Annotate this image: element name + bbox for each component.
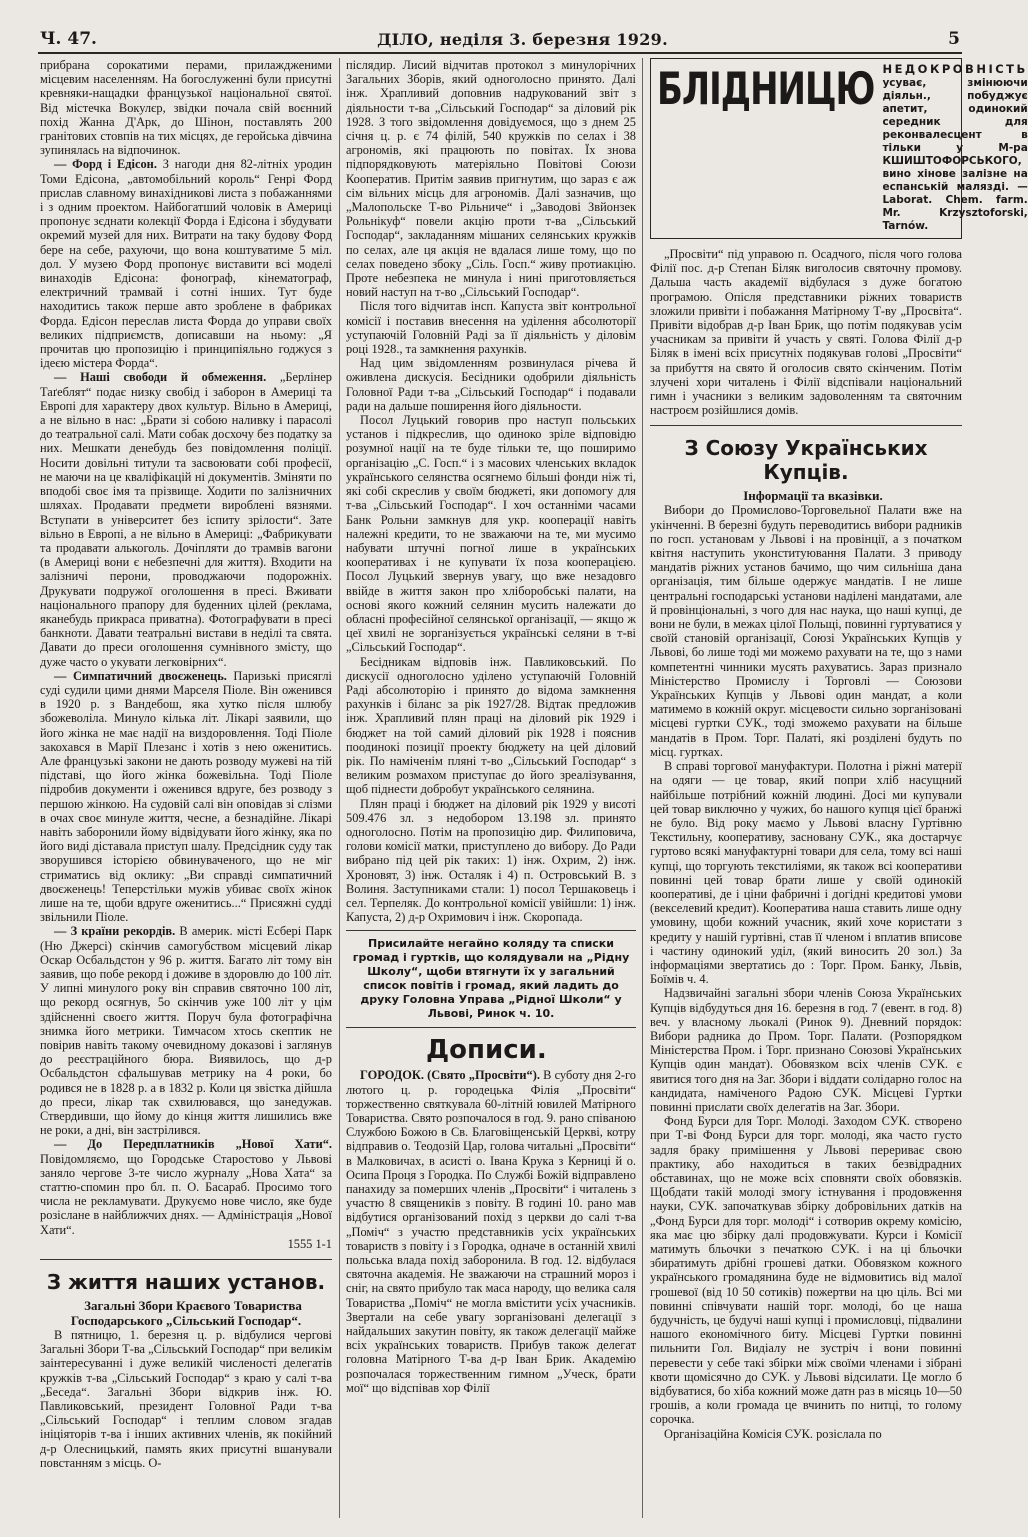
article-paragraph: Вибори до Промислово-Торговельної Палати вже на укінченні. В березні будуть переводитись вибори радників по госп. установам у Львові і на провінції, а з початком квітня наступить уконституювання Палати. З приводу мандатів ріжних установ бачимо, що чим сильніша дана організація, тим більше одержує мандатів. І не лише центральні господарські установи наділені мандатами, але й провінціональні, з чого для нас наука, що наші купці, де вони не були, в межах цілої Польщі, повинні гуртуватися у своїй становій організації, Союзі Українських Купців у Львові, бо лише тоді ми можемо рахувати на те, що з нами компетентні чинники мусять рахуватись. Зараз признало Міністерство Промислу і Торговлі — Союзови Українських Купців у Львові один мандат, а коли матимемо в кожній округ. місцевости сильно зорганізовані місцеві гуртки СУК., тоді зможемо рахувати на більше мандатів в Пром. Торг. Палаті, які розділені будуть по місц. гуртках. — [650, 503, 962, 759]
article-paragraph: прибрана сорокатими перами, прилаждженими місцевим населенням. На богослуженні були присутні кревняки-нащадки французької національної святої. Від містечка Вокулєр, звідки почала свій воєнний похід Жанна Д'Арк, до Шінон, поставлять 200 гранітових стовпів на тих місцях, де геройська дівчина зупинялась на відпочинок. — [40, 58, 332, 158]
article-title: ГОРОДОК. (Свято „Просвіти“). — [360, 1068, 540, 1083]
article-text: „Берлінер Таґеблят“ подає низку свобід і заборон в Америці та Европі для характеру двох культур. Вільно в Америці, а не вільно в нас: „Брати зі собою наливку і парасолі до театральної салі. Мати собак досхочу без податку за них. Мешкати денебудь без повідомлення поліції. Носити довільні титули та засвоювати собі професії, не маючи на це кваліфікацій ні документів. Зміняти по вподобі своє імя та прізвище. Ходити по залізничних шляхах. Продавати предмети вироблені вязнями. Вступати в університет без іспиту зрілости“. Зате вільно в Европі, а не вільно в Америці: „Фабрикувати та продавати алькоголь. Дочіпляти до трамвів вагони (в Америці вони є небезпечні для життя). Входити на залізничі перони, проводжаючи подорожніх. Друкувати подружої оголошення в пресі. Вживати національного прапору для буденних цілей (реклама, яканебудь прикраса приватна). Фотографувати в пресі банкноти. Давати театральні вистави в неділі та свята. Давати до преси оголошення сумнівного змісту, що дуже часто о укувати легковірних“. — [40, 370, 332, 669]
page-number: 5 — [948, 29, 960, 49]
article-paragraph: Надзвичайні загальні збори членів Союза Українських Купців відбудуться дня 16. березня в год. 7 (евент. в год. 8) веч. у власному льокалі (Ринок 9). Дневний порядок: Вибори радника до Пром. Торг. Палати. (Розпорядком Міністерства Пром. і Торг. признано Союзові Українських Купців один мандат). Обовязком всіх членів СУК. є явитися того дня на Заг. Збори і віддати солідарно голос на кандидата, наміченого Радою СУК. Місцеві Гуртки повинні прислати своїх делегатів на Заг. Збори. — [650, 986, 962, 1114]
column-1 — [40, 58, 332, 1520]
article-text: Паризькі присяглі суді судили цими днями Марселя Піоле. Він оженився в 1920 р. з Вандебош, яка хутко після шлюбу збожеволіла. Минуло кілька літ. Лікарі заявили, що його жінка не має надії на виздоровлення. Тоді Піоле закохався в Марії Плезанс і хотів з нею оженитись. Але французькі закони не дають розводу мужеві на тій підставі, що його жінка божевільна. Тоді Піоле підробив документи і оженився вдруге, без розводу з першою жінкою. На судовій салі він оповідав зі слізми в очах своє минуле життя, чесне, а безнадійне. Лікарі навіть заборонили йому відвідувати його жінку, яка по його виді діставала приступ шалу. Предсідник суду так зворушився історією обвинуваченого, що не міг стриматись від оклику: „Ви справді симпатичний двоєженець! Теперстільки мужів убиває своїх жінок лише на те, щоби вдруге оженитись...“ Присяжні судді звільнили Піоле. — [40, 668, 332, 925]
article-paragraph: Бесідникам відповів інж. Павликовський. По дискусії одноголосно уділено уступаючій Головній Раді абсолюторію і принято до відома замкнення рахунків і біланс за рік 1927/28. Відтак предложив інж. Храпливий плян праці на діловий рік 1929 і бюджет на той самий діловий рік 1928 і пояснив поодинокі позиції проекту бюджету на цей діловий рік. По наміченім пляні т-во „Сільський Господар“ з великим розмахом приступає до його зреалізування, щоб піднести добробут українського селянина. — [346, 654, 636, 797]
column-divider — [339, 58, 340, 1518]
ad-wordmark: БЛІДНИЦЮ — [657, 63, 875, 116]
article-title: — До Передплатників „Нової Хати“. — [54, 1137, 332, 1152]
article-paragraph — [40, 157, 332, 370]
article-title: — Форд і Едісон. — [54, 157, 157, 172]
masthead: ДІЛО, неділя 3. березня 1929. — [377, 29, 668, 49]
article-text: Повідомляємо, що Городське Старостово у Львові заняло чергове 3-те число журналу „Нова Хата“ за статтю-спомин про бл. п. О. Басараб. Просимо того числа не рекламувати. Друкуємо нове число, яке буде розіслане в найближчих днях. — Адміністрація „Нової Хати“. — [40, 1151, 332, 1237]
article-text: В америк. місті Есбері Парк (Ню Джерсі) скінчив самогубством місцевий лікар Оскар Осбальдстон у 96 р. життя. Багато літ тому він заявив, що побе рекорд і доживе в здоровлю до 100 літ. У липні минулого року він справив святочно 100 літ, що рекорд осягнув, 5о скінчив уже 100 літ у цім здійсненні своєго життя. Поруч була фотографічна знимка його метрики. Тимчасом хтось скептик не повірив навіть такому очевидному доказові і заглянув до реєстраційного бюра. Виявилось, що д-р Осбальдстон сфальшував метрику на 4 роки, бо родився не в 1828 р. а в 1832 р. Коли ця звістка дійшла до преси, лікар так схвилювався, що занедужав. Ствердивши, що йому до кінця життя лишились вже не роки, а дні, він застрілився. — [40, 924, 332, 1138]
ad-body — [882, 63, 1027, 233]
article-paragraph — [40, 1137, 332, 1236]
column-divider — [642, 58, 643, 1518]
article-paragraph: Організаційна Комісія СУК. розіслала по — [664, 1426, 882, 1441]
column-2 — [346, 58, 636, 1520]
ad-text: усуває, змінюючи діяльн., побуджує апетит, одинокий середник для реконвалесцент в тільки у М-ра КШИШТОФОРСЬКОГО, вино хінове залізне на еспанській малязді. — Laborat. Chem. farm. Mr. Krzysztoforski, Tarnów. — [882, 77, 1028, 232]
article-paragraph: В пятницю, 1. березня ц. р. відбулися чергові Загальні Збори Т-ва „Сільський Господар“ при великім заінтересуванні і дуже великій численості делегатів кружків т-ва „Сільський Господар“ з краю у салі т-ва „Беседа“. Загальні Збори відкрив інж. Ю. Павликовський, президент Головної Ради т-ва „Сільський Господар“ і теплим словом згадав ініціяторів т-ва і інших активних членів, як покійний д-р Олесницький, память яких присутні вшанували повстанням з місць. О- — [40, 1328, 332, 1470]
article-paragraph — [346, 1068, 636, 1395]
article-paragraph: „Просвіти“ під управою п. Осадчого, після чого голова Філії пос. д-р Степан Біляк виголосив святочну промову. Дальша часть академії відбулася з дуже богатою програмою. Опісля представники ріжних товариств зложили привіти і побажання Матірному Т-ву „Просвіта“. Привіти відобрав д-р Іван Брик, що потім подякував усім учасникам за привіти й участь у святі. Голова Філії д-р Біляк в імені всіх присутніх подякував голові „Просвіти“ за прибуття на свято й оголосив свято скінченим. Потім злучені хори читалень і Філії відспівали національний гимн і учасники з великим задоволенням та святочним настроєм розійшлися домів. — [650, 247, 962, 418]
section-headline: З Союзу Українських Купців. — [684, 436, 928, 485]
section-subhead: Інформації та вказівки. — [743, 488, 883, 504]
article-title: — Симпатичний двоєженець. — [54, 668, 227, 683]
article-paragraph: В справі торгової мануфактури. Полотна і ріжні матерії на одяги — це товар, який попри хліб насущний найбільше потрібний кожній людині. Досі ми купували цей товар виключно у чужих, бо нашого купця цієї бранжі не було. Від року маємо у Львові власну Гуртівню Текстильну, кооперативу, засновану СУК., яка достарчує гуртово всякі мануфактурні товари для села, тому всі наші купці, що торгують текстиліями, як також всі кооперативи повинні цей товар брати лише у своїй одинокій кооперативі, де і ціни фабричні і догідні кредитові умови (векселевий кредит). Кооператива наша ставить лише одну умовину, щоби кожний учасник, який хоче користати з кредиту у нашій гуртівні, став її членом і вплатив вписове і частину одинокий уділ, (який виносить 20 зол.) За інформаціями звертатись до : Торг. Пром. Банку, Львів, Боїмів ч. 4. — [650, 759, 962, 987]
article-text: З нагоди дня 82-літніх уродин Томи Едісона, „автомобільний король“ Генрі Форд прислав славному винахідникові листа з побажаннями і з одним проектом. Найбогатший чоловік в Америці пропонує зєднати колекції Форда і Едісона і збудувати окремий музей для них. Витрати на таку будову Форд бере на себе, рахуючи, що вона коштуватиме 5 міл. дол. У музею Форд пропонує виставити всі моделі винаходів Едісона: фонограф, кінематограф, електричний трамвай і сотні інших. Тут буде находитись також перше авто зроблене в фабриках Форда. Едісон переслав листа Форда до управи своїх великих підприємств, дописавши на ньому: „Я прочитав цю пропозицію і принципіяльно годжуся з ідеєю містера Форда“. — [40, 157, 333, 371]
section-headline: Дописи. — [426, 1035, 547, 1066]
ad-headline: НЕДОКРОВНІСТЬ — [882, 62, 1028, 76]
page-header — [40, 28, 960, 50]
article-text: В суботу дня 2-го лютого ц. р. городецька Філія „Просвіти“ торжественно святкувала 60-літній ювилей Матірного Товариства. Свято розпочалося в год. 9. рано співаною Службою Божою в Св. Благовіщенській Церкві, котру відправив о. Теодозій Цар, голова читальні „Просвіти“ в Малковичах, в асисті о. Івана Крука з Керниці й о. Осипа Проця з Городка. По Службі Божій відправлено панахиду за померших членів „Просвіти“ і читалень з участю 8 священиків з повіту. В годині 10. рано мав відбутися організований похід з церкви до салі т-ва „Поміч“ з участю представників усіх українських товариств з повіту і з Городка, одначе в останній хвилі польська влада похід заборонила. В год. 12. відбулася святочна академія. Не зважаючи на страшний мороз і сніг, на свято прибуло так маса народу, що велика саля Товариства „Поміч“ не могла вмістити усіх учасників. Звертали на себе увагу зорганізовані делегації з найдальших закутин повіту, як також делегації майже всіх українських товариств. Прибув також делегат головна Матірного Т-ва д-р Іван Брик. Академію розпочалася торжественним гимном „Уческ, брати мої“ що відспівав хор Філії — [346, 1068, 636, 1395]
section-subhead: Загальні Збори Краєвого Товариства Господарського „Сільський Господар“. — [70, 1298, 302, 1329]
header-rule — [38, 52, 962, 54]
article-paragraph: Посол Луцький говорив про наступ польських установ і підкреслив, що одиноко зріле відповідю розумної нації на те буде тільки те, що поширимо організацію „С. Госп.“ і з масових членських вкладок українського селянства осягнемо більші фонди ніж ті, які собі скреслив у своїм бюджеті, яки допомогу для т-ва „Сільський Господар“. І хоч останніми часами Банк Рольни замкнув для укр. кооперації навіть належні кредити, то не зважаючи на те, ми мусимо набувати штучні погної лише в українських кооперативах і не купувати їх поза кооперацією. Посол Луцький звернув увагу, що вже незадовго ввійде в життя закон про хліборобські палати, на основі якого кожний селянин мусить належати до обласні професійної селянської організації, — якщо ж цеї хвилі не зорганізується українські селяни в т-ві „Сільський Господар“. — [346, 413, 636, 655]
advertisement — [650, 58, 1028, 239]
article-paragraph — [40, 924, 332, 1137]
section-rule — [40, 1259, 332, 1260]
article-paragraph: Фонд Бурси для Торг. Молоді. Заходом СУК. створено при Т-ві Фонд Бурси для торг. молоді, яка часто густо задля браку примішення у Львові перериває свою практику, або находиться в таких безвідрадних обставинах, що не може всіх сповняти своїх обовязків. Щобдати такій молоді змогу істнування і продовження науки, СУК. започаткував збірку добровільних датків на „Фонд Бурси для торг. молоді“ і сотворив окрему комісію, яка має цю збірку далі продовжувати. Курси і Комісії матимуть бльочки з печаткою СУК. і на ці бльочки збиратимуть дрібні грошеві датки. Обовязком кожного українського громадянина буде не відмовитись від малої грошевої (від 10 50 сотиків) пожертви на цю ціль. Всі ми повинні співчувати нашій торг. молоді, бо це наша будучність, це будучі наші купці і промисловці, підвалини нашого економічного биту. Місцеві Гуртки повинні пильнити Гол. Видіалу не зустріч і вони повинні перевести у себе такі збірки між своїми членами і зібрані квоти щомісячно до СУК. у Львові відсилати. Це могло б відбуватися, бо хіба кожний може датн раз в місяць 10—50 грошів, а коли громада це вчинить по нитці, то голому сорочка. — [650, 1114, 962, 1427]
article-paragraph — [40, 370, 332, 668]
article-title: — Наші свободи й обмеження. — [54, 370, 267, 385]
article-paragraph — [40, 669, 332, 925]
rідна-школа-notice: Присилайте негайно колядy та списки громад і гуртків, що колядували на „Рідну Школу“, щоби втягнути їх у загальний список повітів і громад, який ладить до друку Головна Управа „Рідної Школи“ у Львові, Ринок ч. 10. — [346, 930, 636, 1028]
ad-code: 1555 1-1 — [287, 1236, 332, 1251]
article-paragraph: Після того відчитав інсп. Капуста звіт контрольної комісії і поставив внесення на уділення абсолюторії уступаючій Головній Раді за її діяльність у діловім році 1928., та замкнення рахунків. — [346, 299, 636, 357]
article-paragraph: Над цим звідомленням розвинулася річева й оживлена дискусія. Бесідники одобрили діяльність Головної Ради т-ва „Сільський Господар“ і подавали ради на дальше поширення його діяльности. — [346, 356, 636, 413]
issue-number: Ч. 47. — [40, 29, 97, 49]
column-3 — [650, 58, 1028, 1520]
article-paragraph: Плян праці і бюджет на діловий рік 1929 у висоті 509.476 зл. з недобором 13.198 зл. принято одноголосно. Потім на пропозицію дир. Филиповича, голови комісії матки, приступлено до вибору. До Ради вибрано під цей рік таких: 1) інж. Охрим, 2) інж. Хроновят, 3) інж. Осталяк і 4) п. Островський В. з Волиня. Заступниками стали: 1) посол Тершаковець і сел. Терпеляк. До контрольної комісії увійшли: 1) інж. Капуста, 2) д-р Охримович і інж. Скоропада. — [346, 796, 636, 925]
section-headline: З життя наших установ. — [46, 1270, 326, 1295]
section-rule — [650, 425, 962, 426]
article-paragraph: післядир. Лисий відчитав протокол з минулорічних Загальних Зборів, який одноголосно принято. Далі інж. Храпливий доповнив надрукований звіт з діяльности т-ва „Сільський Господар“ за діловий рік 1928. З того звідомлення довідуємося, що з днем 25 січня ц. р. є 74 філій, 540 кружків по селах і 38 агрономів, які працюють по повітах. Їх знова підпорядковують матеріяльно Повітові Союзи Кооператив. Притім заявив пригнутим, що зараз є аж сім вільних місць для агрономів. Далі зазначив, що „Малопольске Т-во Рільниче“ і „Заводові Звйонзек Рольнікуф“ повели акцію проти т-ва „Сільський Господар“, закладанням мішаних селянських кружків по селах, але ця акція не вдалася лише тому, що по селах поведено збоку „Сіль. Госп.“ живу протиакцію. Проте небезпека не минула і нині приготовляється новий наступ на т-во „Сільський Господар“. — [346, 58, 636, 300]
article-title: — З країни рекордів. — [54, 924, 176, 939]
